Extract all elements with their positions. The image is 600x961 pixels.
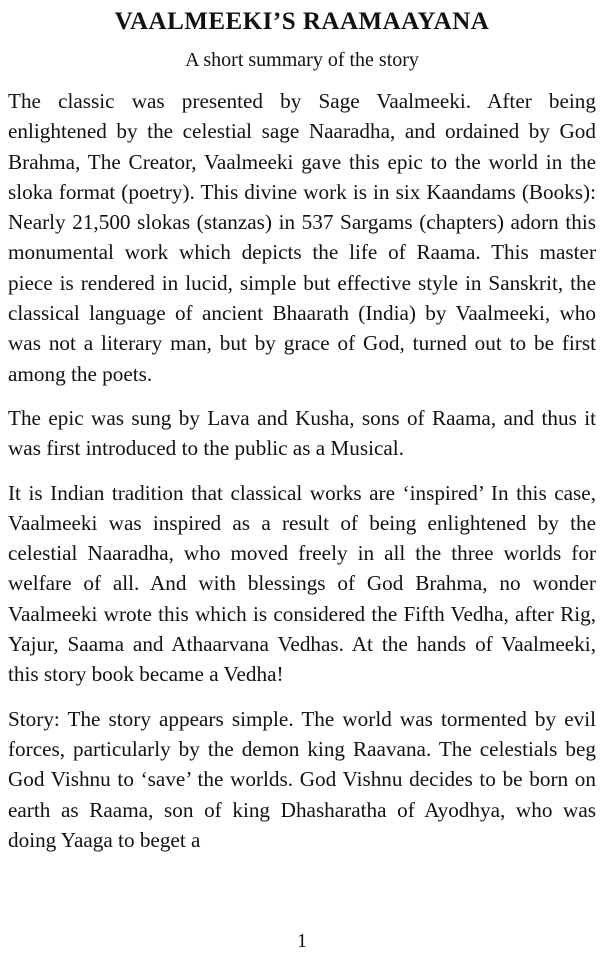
paragraph-intro: The classic was presented by Sage Vaalmeeki. After being enlightened by the celestial sage Naaradha, and ordained by God Brahma, The Creator, Vaalmeeki gave this epic to the world in the sloka format (poetry). This divine work is in six Kaandams (Books): Nearly 21,500 slokas (stanzas) in 537 Sargams (chapters) adorn this monumental work which depicts the life of Raama. This master piece is rendered in lucid, simple but effective style in Sanskrit, the classical language of ancient Bhaarath (India) by Vaalmeeki, who was not a literary man, but by grace of God, turned out to be first among the poets. xyxy=(8,89,596,386)
body-text xyxy=(8,86,596,869)
paragraph-story: Story: The story appears simple. The world was tormented by evil forces, particularly by the demon king Raavana. The celestials beg God Vishnu to ‘save’ the worlds. God Vishnu decides to be born on earth as Raama, son of king Dhasharatha of Ayodhya, who was doing Yaaga to beget a xyxy=(8,706,596,852)
paragraph-tradition: It is Indian tradition that classical works are ‘inspired’ In this case, Vaalmeeki was inspired as a result of being enlightened by the celestial Naaradha, who moved freely in all the three worlds for welfare of all. And with blessings of God Brahma, no wonder Vaalmeeki wrote this which is considered the Fifth Vedha, after Rig, Yajur, Saama and Athaarvana Vedhas. At the hands of Vaalmeeki, this story book became a Vedha! xyxy=(8,480,596,687)
page-number: 1 xyxy=(297,930,307,952)
page-title: VAALMEEKI’S RAAMAAYANA xyxy=(114,8,490,35)
paragraph-musical: The epic was sung by Lava and Kusha, sons of Raama, and thus it was first introduced to the public as a Musical. xyxy=(8,405,596,461)
book-page xyxy=(8,0,596,961)
page-subtitle: A short summary of the story xyxy=(185,49,419,71)
